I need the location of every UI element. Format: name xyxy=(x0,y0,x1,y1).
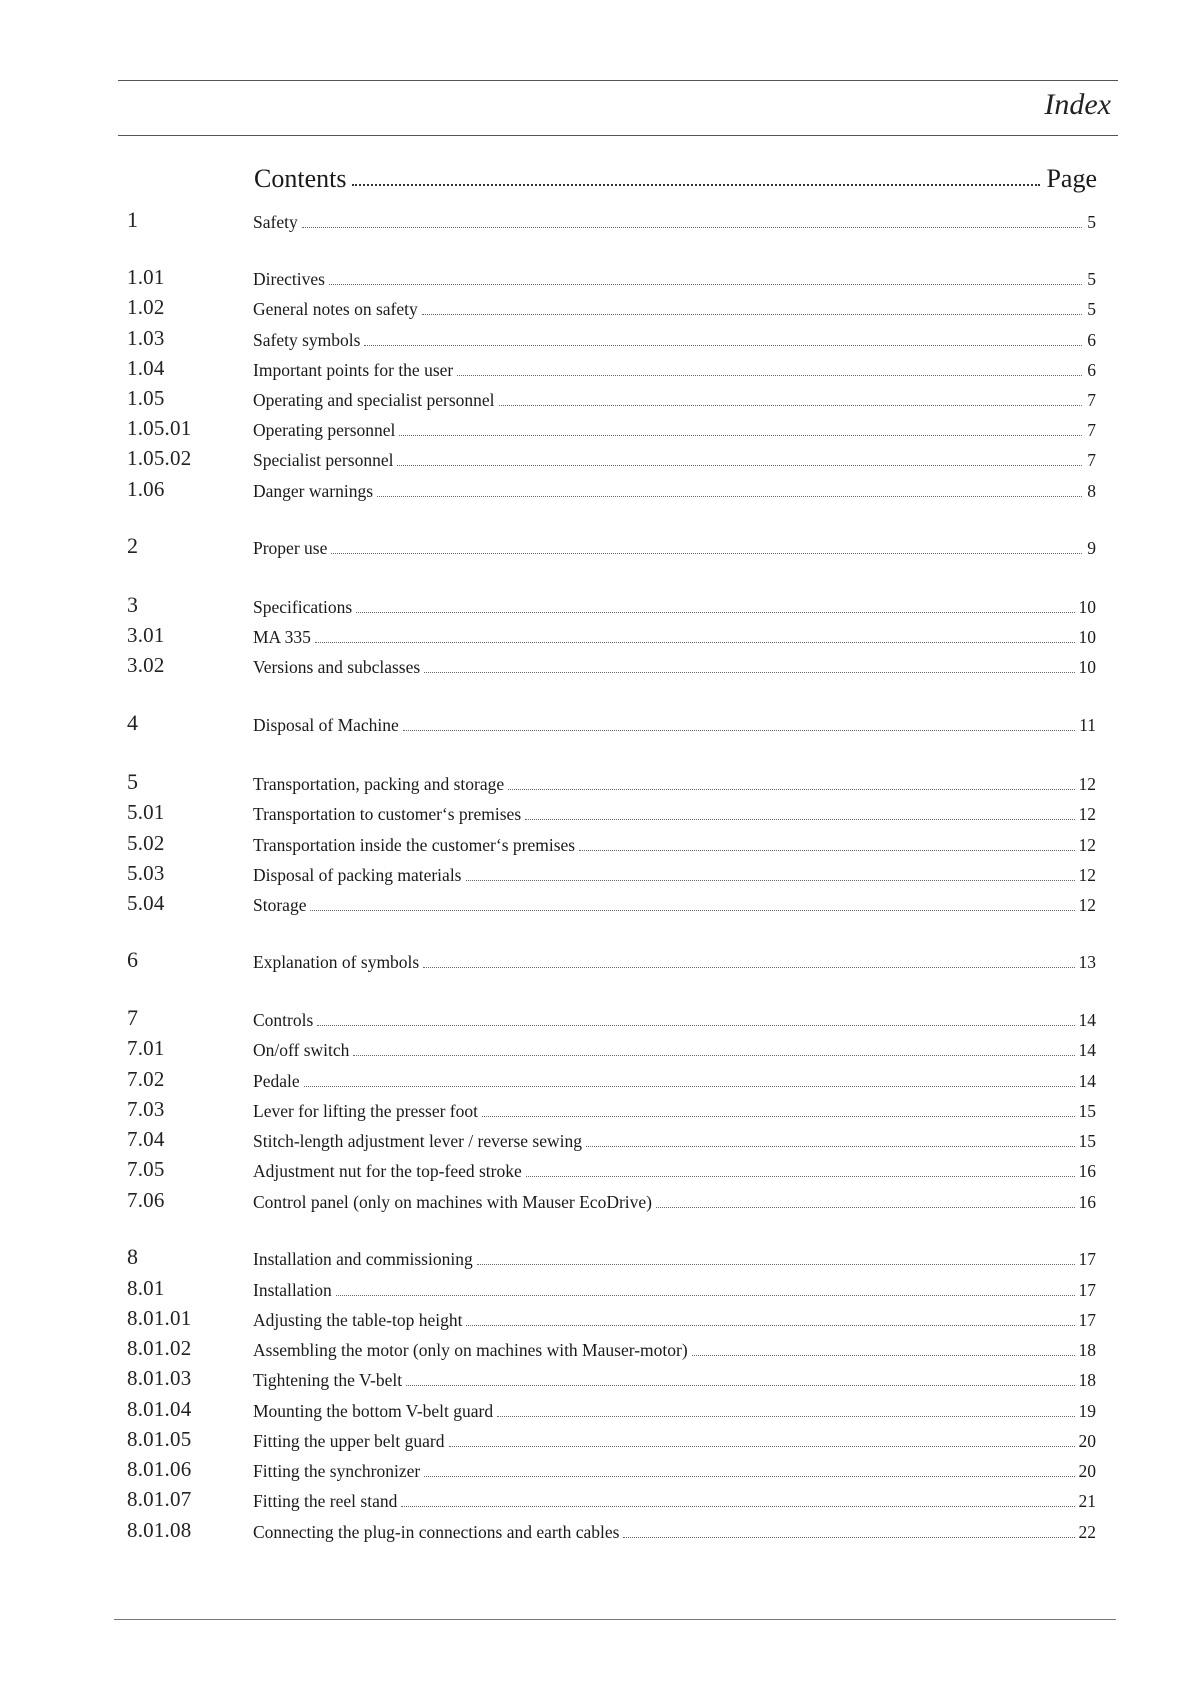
toc-page-number: 5 xyxy=(1087,299,1096,319)
toc-section-number: 7.03 xyxy=(127,1097,165,1121)
toc-title: Versions and subclasses xyxy=(253,657,421,677)
toc-entry xyxy=(0,1486,1190,1514)
toc-section-number: 3 xyxy=(127,592,139,617)
toc-section-number: 7.05 xyxy=(127,1157,165,1181)
dot-leader xyxy=(331,553,1082,554)
dot-leader xyxy=(399,435,1082,436)
toc-line xyxy=(253,895,1096,916)
dot-leader xyxy=(579,850,1074,851)
toc-line xyxy=(253,390,1096,411)
toc-title: Disposal of packing materials xyxy=(253,865,462,885)
toc-section-number: 4 xyxy=(127,710,139,735)
toc-line xyxy=(253,1101,1096,1122)
toc-page-number: 7 xyxy=(1087,450,1096,470)
toc-title: General notes on safety xyxy=(253,299,418,319)
toc-line xyxy=(253,1192,1096,1213)
toc-title: Control panel (only on machines with Mauser EcoDrive) xyxy=(253,1192,652,1212)
toc-page-number: 7 xyxy=(1087,390,1096,410)
toc-section-number: 8.01.08 xyxy=(127,1518,192,1542)
toc-page-number: 6 xyxy=(1087,360,1096,380)
dot-leader xyxy=(466,1325,1074,1326)
toc-entry xyxy=(0,415,1190,443)
toc-page-number: 6 xyxy=(1087,330,1096,350)
toc-line xyxy=(253,1040,1096,1061)
toc-line xyxy=(253,657,1096,678)
toc-section-number: 8.01.06 xyxy=(127,1457,192,1481)
toc-page-number: 10 xyxy=(1078,657,1096,677)
toc-line xyxy=(253,481,1096,502)
toc-entry xyxy=(0,355,1190,383)
toc-title: MA 335 xyxy=(253,627,311,647)
toc-line xyxy=(253,360,1096,381)
toc-section-number: 1.06 xyxy=(127,477,165,501)
toc-entry xyxy=(0,769,1190,797)
toc-entry xyxy=(0,1035,1190,1063)
toc-line xyxy=(253,1249,1096,1270)
toc-section-number: 1 xyxy=(127,207,139,232)
toc-line xyxy=(253,1161,1096,1182)
toc-section-number: 1.03 xyxy=(127,326,165,350)
toc-entry xyxy=(0,325,1190,353)
toc-page-number: 10 xyxy=(1078,627,1096,647)
dot-leader xyxy=(466,880,1075,881)
toc-section-number: 7.04 xyxy=(127,1127,165,1151)
toc-section-number: 6 xyxy=(127,947,139,972)
dot-leader xyxy=(310,910,1074,911)
toc-page-number: 7 xyxy=(1087,420,1096,440)
toc-page-number: 12 xyxy=(1078,774,1096,794)
toc-entry xyxy=(0,1517,1190,1545)
toc-page-number: 14 xyxy=(1078,1071,1096,1091)
dot-leader xyxy=(356,612,1074,613)
toc-page-number: 15 xyxy=(1078,1101,1096,1121)
dot-leader xyxy=(508,789,1074,790)
toc-entry xyxy=(0,947,1190,975)
dot-leader xyxy=(692,1355,1075,1356)
toc-section-number: 8.01.01 xyxy=(127,1306,192,1330)
dot-leader xyxy=(397,465,1082,466)
toc-line xyxy=(253,212,1096,233)
toc-line xyxy=(253,774,1096,795)
toc-line xyxy=(253,835,1096,856)
toc-line xyxy=(253,1310,1096,1331)
toc-section-number: 8.01.02 xyxy=(127,1336,192,1360)
toc-page-number: 12 xyxy=(1078,804,1096,824)
toc-title: Operating and specialist personnel xyxy=(253,390,495,410)
toc-section-number: 3.01 xyxy=(127,623,165,647)
toc-entry xyxy=(0,1305,1190,1333)
toc-section-number: 5.03 xyxy=(127,861,165,885)
toc-title: Directives xyxy=(253,269,325,289)
dot-leader xyxy=(317,1025,1074,1026)
toc-entry xyxy=(0,1396,1190,1424)
toc-line xyxy=(253,1010,1096,1031)
toc-section-number: 7 xyxy=(127,1005,139,1030)
toc-entry xyxy=(0,1187,1190,1215)
toc-line xyxy=(253,627,1096,648)
toc-line xyxy=(253,538,1096,559)
toc-page-number: 20 xyxy=(1078,1461,1096,1481)
toc-line xyxy=(253,1131,1096,1152)
toc-page-number: 12 xyxy=(1078,835,1096,855)
toc-page-number: 17 xyxy=(1078,1280,1096,1300)
toc-entry xyxy=(0,445,1190,473)
dot-leader xyxy=(336,1295,1075,1296)
toc-line xyxy=(253,865,1096,886)
toc-title: Tightening the V-belt xyxy=(253,1370,403,1390)
toc-title: Fitting the synchronizer xyxy=(253,1461,421,1481)
toc-page-number: 17 xyxy=(1078,1249,1096,1269)
toc-title: Disposal of Machine xyxy=(253,715,399,735)
toc-entry xyxy=(0,264,1190,292)
toc-title: Controls xyxy=(253,1010,314,1030)
toc-page-number: 14 xyxy=(1078,1040,1096,1060)
toc-page-number: 18 xyxy=(1078,1340,1096,1360)
toc-section-number: 2 xyxy=(127,533,139,558)
toc-entry xyxy=(0,1365,1190,1393)
toc-title: Transportation inside the customer‘s premises xyxy=(253,835,576,855)
toc-entry xyxy=(0,710,1190,738)
dot-leader xyxy=(304,1086,1075,1087)
dot-leader xyxy=(499,405,1082,406)
toc-page-number: 13 xyxy=(1078,952,1096,972)
toc-entry xyxy=(0,890,1190,918)
page-header-title: Index xyxy=(1044,88,1111,121)
toc-entry xyxy=(0,860,1190,888)
toc-entry xyxy=(0,1275,1190,1303)
toc-page-number: 10 xyxy=(1078,597,1096,617)
toc-entry xyxy=(0,1096,1190,1124)
toc-page-number: 22 xyxy=(1078,1522,1096,1542)
toc-line xyxy=(253,1340,1096,1361)
toc-page-number: 21 xyxy=(1078,1491,1096,1511)
toc-title: Specifications xyxy=(253,597,353,617)
toc-section-number: 7.01 xyxy=(127,1036,165,1060)
toc-entry xyxy=(0,592,1190,620)
dot-leader xyxy=(353,1055,1074,1056)
toc-section-number: 8.01.05 xyxy=(127,1427,192,1451)
toc-section-number: 5.04 xyxy=(127,891,165,915)
toc-entry xyxy=(0,652,1190,680)
toc-title: Assembling the motor (only on machines with Mauser-motor) xyxy=(253,1340,688,1360)
toc-section-number: 5 xyxy=(127,769,139,794)
toc-title: Safety xyxy=(253,212,298,232)
toc-section-number: 1.05.02 xyxy=(127,446,192,470)
dot-leader xyxy=(329,284,1082,285)
toc-section-number: 1.01 xyxy=(127,265,165,289)
dot-leader xyxy=(477,1264,1075,1265)
toc-entry xyxy=(0,1126,1190,1154)
footer-rule xyxy=(114,1619,1116,1620)
toc-line xyxy=(253,1461,1096,1482)
toc-title: Adjustment nut for the top-feed stroke xyxy=(253,1161,522,1181)
toc-line xyxy=(253,1522,1096,1543)
toc-title: Proper use xyxy=(253,538,328,558)
toc-title: Transportation to customer‘s premises xyxy=(253,804,522,824)
dot-leader xyxy=(424,1476,1074,1477)
toc-title: Transportation, packing and storage xyxy=(253,774,505,794)
dot-leader xyxy=(457,375,1082,376)
toc-title: Operating personnel xyxy=(253,420,396,440)
toc-entry xyxy=(0,1335,1190,1363)
toc-entry xyxy=(0,1156,1190,1184)
toc-page-number: 15 xyxy=(1078,1131,1096,1151)
toc-line xyxy=(253,1280,1096,1301)
toc-entry xyxy=(0,385,1190,413)
toc-title: Lever for lifting the presser foot xyxy=(253,1101,478,1121)
toc-title: On/off switch xyxy=(253,1040,350,1060)
toc-page-number: 16 xyxy=(1078,1161,1096,1181)
dot-leader xyxy=(623,1537,1074,1538)
toc-page-number: 12 xyxy=(1078,895,1096,915)
toc-page-number: 17 xyxy=(1078,1310,1096,1330)
toc-line xyxy=(253,1370,1096,1391)
dot-leader xyxy=(482,1116,1075,1117)
dot-leader xyxy=(423,967,1074,968)
toc-section-number: 8.01.03 xyxy=(127,1366,192,1390)
toc-line xyxy=(253,450,1096,471)
toc-entry xyxy=(0,830,1190,858)
toc-line xyxy=(253,269,1096,290)
toc-section-number: 5.01 xyxy=(127,800,165,824)
dot-leader xyxy=(401,1506,1074,1507)
toc-line xyxy=(253,1491,1096,1512)
dot-leader xyxy=(403,730,1075,731)
toc-page-number: 16 xyxy=(1078,1192,1096,1212)
toc-title: Storage xyxy=(253,895,307,915)
toc-entry xyxy=(0,207,1190,235)
toc-section-number: 8 xyxy=(127,1244,139,1269)
toc-entry xyxy=(0,622,1190,650)
toc-page-number: 20 xyxy=(1078,1431,1096,1451)
toc-title: Mounting the bottom V-belt guard xyxy=(253,1401,494,1421)
toc-line xyxy=(253,1071,1096,1092)
toc-entry xyxy=(0,1426,1190,1454)
toc-title: Safety symbols xyxy=(253,330,361,350)
dot-leader xyxy=(526,1176,1075,1177)
toc-title: Important points for the user xyxy=(253,360,454,380)
toc-page-number: 5 xyxy=(1087,269,1096,289)
toc-entry xyxy=(0,799,1190,827)
dot-leader xyxy=(497,1416,1074,1417)
toc-page-number: 14 xyxy=(1078,1010,1096,1030)
toc-section-number: 7.06 xyxy=(127,1188,165,1212)
toc-title: Installation and commissioning xyxy=(253,1249,473,1269)
toc-title: Adjusting the table-top height xyxy=(253,1310,463,1330)
toc-section-number: 8.01 xyxy=(127,1276,165,1300)
toc-entry xyxy=(0,1244,1190,1272)
toc-title: Specialist personnel xyxy=(253,450,394,470)
dot-leader xyxy=(424,672,1074,673)
toc-title: Connecting the plug-in connections and earth cables xyxy=(253,1522,620,1542)
toc-entry xyxy=(0,1066,1190,1094)
toc-line xyxy=(253,1401,1096,1422)
toc-section-number: 1.02 xyxy=(127,295,165,319)
toc-entry xyxy=(0,533,1190,561)
toc-section-number: 1.05.01 xyxy=(127,416,192,440)
toc-section-number: 5.02 xyxy=(127,831,165,855)
dot-leader xyxy=(586,1146,1074,1147)
toc-entry xyxy=(0,294,1190,322)
toc-section-number: 3.02 xyxy=(127,653,165,677)
toc-line xyxy=(253,1431,1096,1452)
page-column-label: Page xyxy=(1046,164,1097,193)
toc-line xyxy=(253,952,1096,973)
toc-page-number: 8 xyxy=(1087,481,1096,501)
toc-section-number: 1.05 xyxy=(127,386,165,410)
toc-line xyxy=(253,420,1096,441)
toc-page-number: 19 xyxy=(1078,1401,1096,1421)
toc-page-number: 9 xyxy=(1087,538,1096,558)
toc-title: Danger warnings xyxy=(253,481,374,501)
dot-leader xyxy=(449,1446,1075,1447)
toc-page-number: 18 xyxy=(1078,1370,1096,1390)
dot-leader xyxy=(656,1207,1075,1208)
toc-title: Installation xyxy=(253,1280,332,1300)
toc-page-number: 11 xyxy=(1079,715,1096,735)
dot-leader xyxy=(377,496,1082,497)
toc-entry xyxy=(0,1005,1190,1033)
toc-title: Fitting the upper belt guard xyxy=(253,1431,445,1451)
toc-section-number: 8.01.04 xyxy=(127,1397,192,1421)
toc-line xyxy=(253,715,1096,736)
toc-line xyxy=(253,330,1096,351)
toc-line xyxy=(253,804,1096,825)
toc-section-number: 8.01.07 xyxy=(127,1487,192,1511)
dot-leader xyxy=(525,819,1074,820)
contents-label: Contents xyxy=(254,164,347,193)
toc-entry xyxy=(0,1456,1190,1484)
dot-leader xyxy=(315,642,1075,643)
toc-entry xyxy=(0,476,1190,504)
dot-leader xyxy=(422,314,1082,315)
toc-title: Fitting the reel stand xyxy=(253,1491,398,1511)
dot-leader xyxy=(364,345,1082,346)
toc-section-number: 1.04 xyxy=(127,356,165,380)
toc-section-number: 7.02 xyxy=(127,1067,165,1091)
toc-page-number: 5 xyxy=(1087,212,1096,232)
dot-leader xyxy=(406,1385,1074,1386)
toc-page-number: 12 xyxy=(1078,865,1096,885)
dot-leader xyxy=(302,227,1082,228)
toc-title: Explanation of symbols xyxy=(253,952,420,972)
toc-line xyxy=(253,597,1096,618)
toc-title: Pedale xyxy=(253,1071,300,1091)
toc-title: Stitch-length adjustment lever / reverse sewing xyxy=(253,1131,583,1151)
toc-line xyxy=(253,299,1096,320)
